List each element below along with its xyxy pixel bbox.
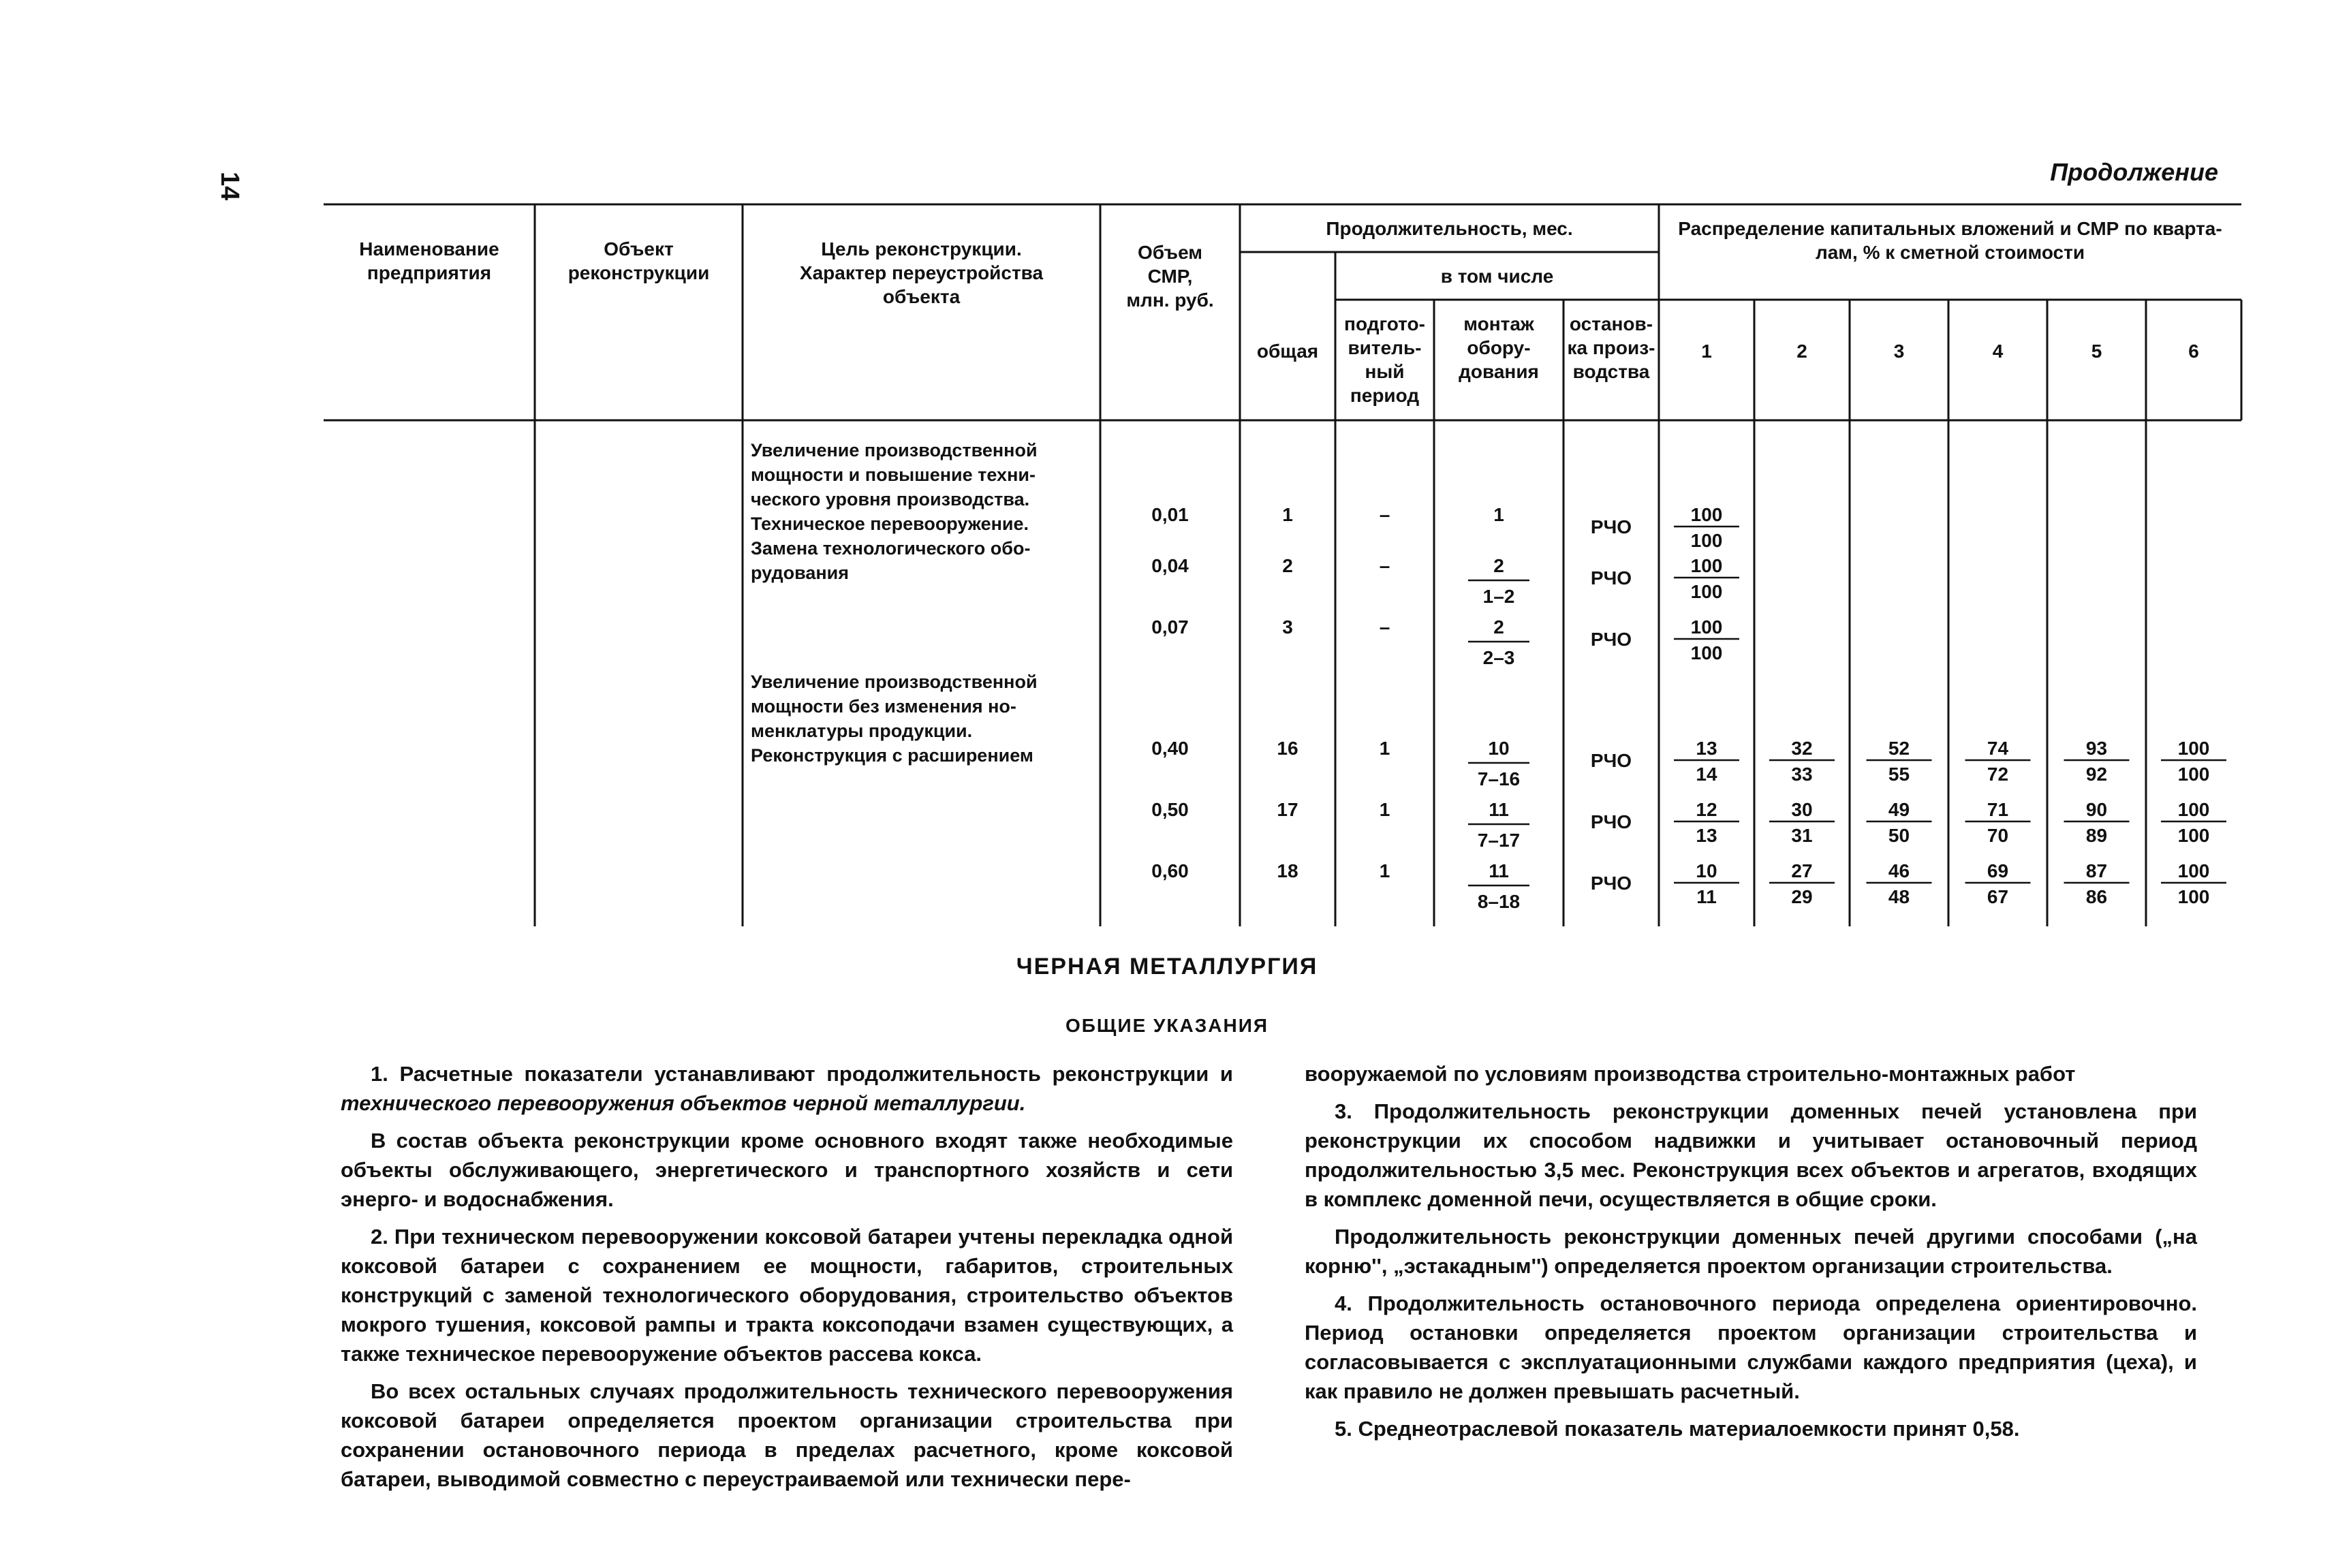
cell-quarter-top: 12 xyxy=(1696,799,1717,820)
cell-quarter-bottom: 14 xyxy=(1696,764,1717,785)
cell-quarter-top: 100 xyxy=(2177,738,2210,759)
cell-quarter-top: 30 xyxy=(1791,799,1813,820)
header-stop: останов- xyxy=(1569,313,1653,334)
paragraph-1 xyxy=(341,1059,1233,1118)
goal-group1-line: мощности и повышение техни- xyxy=(751,465,1036,485)
cell-quarter-top: 100 xyxy=(1690,555,1723,576)
cell-quarter-top: 69 xyxy=(1987,860,2009,881)
cell-quarter-top: 93 xyxy=(2085,738,2108,759)
cell-quarter-top: 52 xyxy=(1888,738,1910,759)
header-prep: витель- xyxy=(1348,337,1422,358)
cell-mount-bottom: 2–3 xyxy=(1482,647,1515,668)
header-duration: Продолжительность, мес. xyxy=(1326,218,1573,239)
cell-quarter-bottom: 86 xyxy=(2085,886,2108,907)
header-mount: монтаж xyxy=(1463,313,1534,334)
cell-quarter-bottom: 70 xyxy=(1987,825,2009,846)
cell-quarter-bottom: 48 xyxy=(1888,886,1910,907)
cell-total: 2 xyxy=(1282,555,1293,576)
paragraph-2: В состав объекта реконструкции кроме основного входят также необходимые объекты обслуживающего, энергетического и транспортного хозяйств и сети энерго- и водоснабжения. xyxy=(341,1129,1233,1211)
cell-stop: РЧО xyxy=(1590,750,1632,771)
section-subtitle: ОБЩИЕ УКАЗАНИЯ xyxy=(1065,1015,1269,1036)
cell-total: 17 xyxy=(1277,799,1298,820)
paragraph-3: 2. При техническом перевооружении коксовой батареи учтены перекладка одной коксовой батареи с сохранением ее мощности, габаритов, строительных конструкций с заменой технологического оборудования, строительство объектов мокрого тушения, коксовой рампы и тракта коксоподачи взамен существующих, а также техническое перевооружение объектов рассева кокса. xyxy=(341,1225,1233,1366)
cell-quarter-top: 13 xyxy=(1696,738,1717,759)
paragraph-r3: Продолжительность реконструкции доменных печей другими способами („на корню'', „эстакадным'') определяется проектом организации строительства. xyxy=(1305,1225,2197,1278)
cell-quarter-top: 100 xyxy=(1690,504,1723,525)
cell-stop: РЧО xyxy=(1590,629,1632,650)
cell-prep: 1 xyxy=(1379,799,1390,820)
cell-quarter-top: 100 xyxy=(1690,616,1723,638)
cell-quarter-bottom: 89 xyxy=(2085,825,2108,846)
header-goal: Характер переустройства xyxy=(799,262,1044,283)
cell-volume: 0,50 xyxy=(1151,799,1189,820)
header-prep: период xyxy=(1350,385,1420,406)
paragraph-r2: 3. Продолжительность реконструкции доменных печей установлена при реконструкции их способом надвижки и учитывает остановочный период продолжительностью 3,5 мес. Реконструкция всех объектов и агрегатов, входящих в комплекс доменной печи, осуществляется в общие сроки. xyxy=(1305,1099,2197,1211)
cell-stop: РЧО xyxy=(1590,873,1632,894)
cell-volume: 0,07 xyxy=(1151,616,1189,638)
paragraph-r5: 5. Среднеотраслевой показатель материалоемкости принят 0,58. xyxy=(1335,1417,2020,1441)
goal-group1-line: Замена технологического обо- xyxy=(751,538,1031,559)
cell-mount-bottom: 7–16 xyxy=(1477,768,1521,789)
goal-group1-line: Техническое перевооружение. xyxy=(751,514,1029,534)
cell-quarter-bottom: 33 xyxy=(1791,764,1813,785)
header-distribution: Распределение капитальных вложений и СМР по кварта- xyxy=(1678,218,2222,239)
cell-quarter-bottom: 11 xyxy=(1696,886,1717,907)
cell-quarter-top: 100 xyxy=(2177,860,2210,881)
header-quarter-2: 2 xyxy=(1796,341,1807,362)
cell-quarter-bottom: 100 xyxy=(1690,581,1723,602)
cell-quarter-top: 46 xyxy=(1888,860,1910,881)
cell-quarter-bottom: 29 xyxy=(1791,886,1813,907)
text-column-right xyxy=(1305,1059,2197,1452)
goal-group2-line: Увеличение производственной xyxy=(751,672,1038,692)
cell-quarter-bottom: 31 xyxy=(1791,825,1813,846)
cell-quarter-top: 87 xyxy=(2085,860,2108,881)
cell-quarter-top: 71 xyxy=(1987,799,2009,820)
cell-mount-top: 2 xyxy=(1493,616,1504,638)
paragraph-1-text: 1. Расчетные показатели устанавливают продолжительность реконструкции и xyxy=(371,1062,1233,1086)
cell-quarter-top: 10 xyxy=(1696,860,1717,881)
header-mount: обору- xyxy=(1467,337,1531,358)
cell-mount-bottom: 1–2 xyxy=(1482,586,1515,607)
header-distribution: лам, % к сметной стоимости xyxy=(1815,242,2085,263)
cell-quarter-bottom: 13 xyxy=(1696,825,1717,846)
cell-quarter-top: 27 xyxy=(1791,860,1813,881)
header-prep: подгото- xyxy=(1344,313,1425,334)
continuation-label: Продолжение xyxy=(2050,158,2218,186)
goal-group1-line: рудования xyxy=(751,563,850,583)
page-number: 14 xyxy=(215,172,244,201)
header-volume: Объем xyxy=(1137,242,1203,263)
cell-volume: 0,01 xyxy=(1151,504,1189,525)
cell-total: 3 xyxy=(1282,616,1293,638)
cell-quarter-bottom: 55 xyxy=(1888,764,1910,785)
paragraph-1-italic: технического перевооружения объектов черной металлургии. xyxy=(341,1091,1026,1115)
cell-volume: 0,04 xyxy=(1151,555,1189,576)
header-mount: дования xyxy=(1459,361,1539,382)
header-object: Объект xyxy=(604,238,674,260)
goal-group2-line: менклатуры продукции. xyxy=(751,721,973,741)
cell-mount-bottom: 8–18 xyxy=(1477,891,1521,912)
header-prep: ный xyxy=(1365,361,1405,382)
cell-quarter-top: 74 xyxy=(1987,738,2009,759)
cell-total: 18 xyxy=(1277,860,1298,881)
cell-quarter-bottom: 100 xyxy=(2177,825,2210,846)
cell-quarter-top: 90 xyxy=(2085,799,2108,820)
header-goal: объекта xyxy=(882,286,961,307)
cell-quarter-bottom: 67 xyxy=(1987,886,2009,907)
cell-mount-top: 2 xyxy=(1493,555,1504,576)
cell-mount-top: 11 xyxy=(1489,860,1509,881)
cell-mount-top: 10 xyxy=(1488,738,1510,759)
cell-quarter-bottom: 50 xyxy=(1888,825,1910,846)
header-volume: СМР, xyxy=(1147,266,1193,287)
cell-quarter-top: 32 xyxy=(1791,738,1813,759)
header-quarter-3: 3 xyxy=(1893,341,1905,362)
cell-quarter-top: 100 xyxy=(2177,799,2210,820)
header-quarter-5: 5 xyxy=(2091,341,2102,362)
header-stop: водства xyxy=(1572,361,1650,382)
header-enterprise: предприятия xyxy=(367,262,492,283)
cell-quarter-bottom: 92 xyxy=(2085,764,2108,785)
cell-prep: – xyxy=(1379,555,1390,576)
cell-volume: 0,40 xyxy=(1151,738,1189,759)
text-column-left xyxy=(341,1059,1233,1502)
cell-mount-top: 11 xyxy=(1489,799,1509,820)
cell-stop: РЧО xyxy=(1590,516,1632,537)
cell-mount-bottom: 7–17 xyxy=(1477,830,1521,851)
cell-total: 1 xyxy=(1282,504,1293,525)
cell-stop: РЧО xyxy=(1590,567,1632,589)
cell-volume: 0,60 xyxy=(1151,860,1189,881)
paragraph-4: Во всех остальных случаях продолжительность технического перевооружения коксовой батареи определяется проектом организации строительства при сохранении остановочного периода в пределах расчетного, кроме коксовой батареи, выводимой совместно с переустраиваемой или технически пере- xyxy=(341,1379,1233,1491)
paragraph-r4: 4. Продолжительность остановочного периода определена ориентировочно. Период остановки определяется проектом организации строительства и согласовывается с эксплуатационными службами каждого предприятия (цеха), и как правило не должен превышать расчетный. xyxy=(1305,1291,2197,1403)
header-quarter-1: 1 xyxy=(1701,341,1712,362)
header-quarter-6: 6 xyxy=(2188,341,2199,362)
cell-mount-top: 1 xyxy=(1493,504,1504,525)
header-goal: Цель реконструкции. xyxy=(821,238,1022,260)
header-including: в том числе xyxy=(1440,266,1554,287)
header-stop: ка произ- xyxy=(1567,337,1655,358)
header-total: общая xyxy=(1256,341,1319,362)
goal-group2-line: мощности без изменения но- xyxy=(751,696,1016,717)
header-volume: млн. руб. xyxy=(1126,289,1214,311)
cell-prep: – xyxy=(1379,504,1390,525)
cell-quarter-bottom: 72 xyxy=(1987,764,2009,785)
cell-prep: 1 xyxy=(1379,860,1390,881)
header-quarter-4: 4 xyxy=(1992,341,2004,362)
goal-group2-line: Реконструкция с расширением xyxy=(751,745,1033,766)
cell-total: 16 xyxy=(1277,738,1298,759)
section-title: ЧЕРНАЯ МЕТАЛЛУРГИЯ xyxy=(1016,954,1318,979)
cell-quarter-top: 49 xyxy=(1888,799,1910,820)
header-enterprise: Наименование xyxy=(359,238,499,260)
goal-group1-line: Увеличение производственной xyxy=(751,440,1038,460)
cell-quarter-bottom: 100 xyxy=(2177,764,2210,785)
cell-quarter-bottom: 100 xyxy=(1690,642,1723,663)
paragraph-r1: вооружаемой по условиям производства строительно-монтажных работ xyxy=(1305,1062,2076,1086)
header-object: реконструкции xyxy=(567,262,710,283)
goal-group1-line: ческого уровня производства. xyxy=(751,489,1030,509)
cell-quarter-bottom: 100 xyxy=(2177,886,2210,907)
cell-prep: 1 xyxy=(1379,738,1390,759)
cell-prep: – xyxy=(1379,616,1390,638)
cell-stop: РЧО xyxy=(1590,811,1632,832)
cell-quarter-bottom: 100 xyxy=(1690,530,1723,551)
